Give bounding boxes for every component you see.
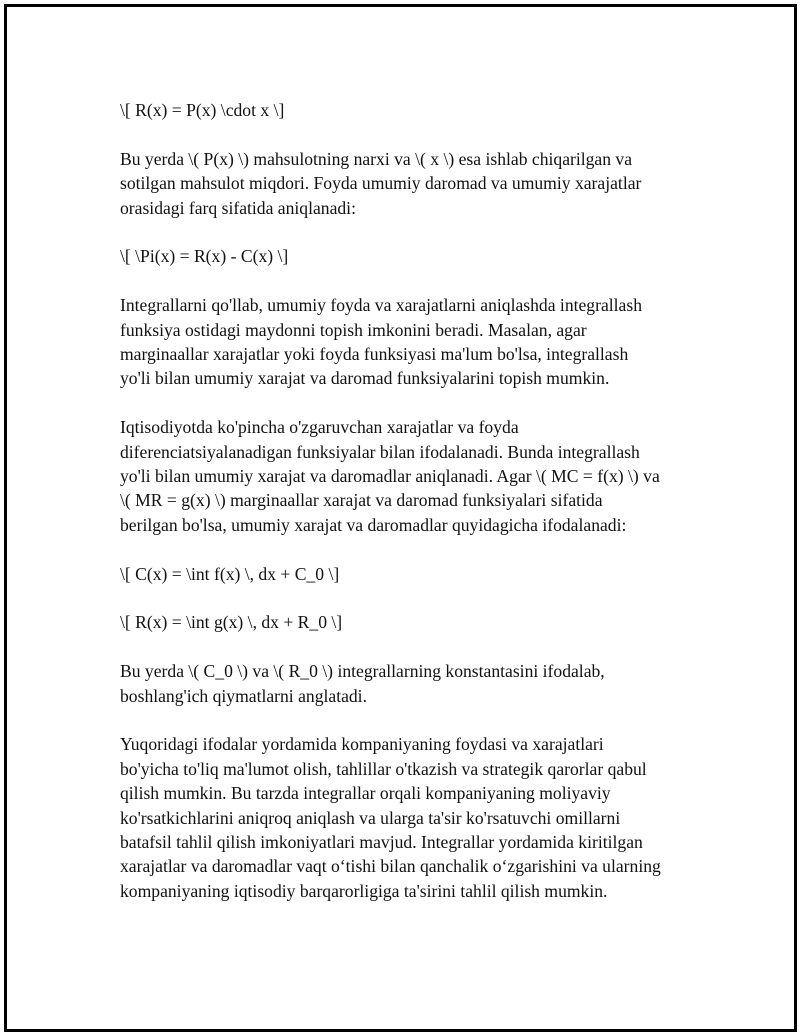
text-line: \[ \Pi(x) = R(x) - C(x) \] [120,246,289,267]
text-line: bo'yicha to'liq ma'lumot olish, tahlillar o'tkazish va strategik qarorlar qabul [120,758,647,779]
formula-total-cost [120,562,710,586]
text-line: yo'li bilan umumiy xarajat va daromad funksiyalarini topish mumkin. [120,368,610,389]
text-line: Bu yerda \( P(x) \) mahsulotning narxi va \( x \) esa ishlab chiqarilgan va [120,148,633,169]
formula-profit [120,244,710,268]
paragraph-conclusion [120,732,710,903]
text-line: sotilgan mahsulot miqdori. Foyda umumiy daromad va umumiy xarajatlar [120,173,642,194]
text-line: qilish mumkin. Bu tarzda integrallar orqali kompaniyaning moliyaviy [120,783,611,804]
text-line: yo'li bilan umumiy xarajat va daromadlar aniqlanadi. Agar \( MC = f(x) \) va [120,466,660,487]
paragraph-marginal-functions [120,415,710,537]
text-line: \( MR = g(x) \) marginaallar xarajat va daromad funksiyalari sifatida [120,490,603,511]
text-line: funksiya ostidagi maydonni topish imkonini beradi. Masalan, agar [120,319,587,340]
text-line: \[ R(x) = \int g(x) \, dx + R_0 \] [120,612,343,633]
text-line: orasidagi farq sifatida aniqlanadi: [120,197,356,218]
text-line: Bu yerda \( C_0 \) va \( R_0 \) integrallarning konstantasini ifodalab, [120,661,605,682]
document-page [4,4,797,1032]
paragraph-profit-definition [120,147,710,220]
text-line: kompaniyaning iqtisodiy barqarorligiga ta'sirini tahlil qilish mumkin. [120,880,608,901]
text-line: diferenciatsiyalanadigan funksiyalar bilan ifodalanadi. Bunda integrallash [120,441,640,462]
text-line: batafsil tahlil qilish imkoniyatlari mavjud. Integrallar yordamida kiritilgan [120,832,643,853]
text-line: boshlang'ich qiymatlarni anglatadi. [120,685,367,706]
formula-revenue [120,98,710,122]
text-line: Iqtisodiyotda ko'pincha o'zgaruvchan xarajatlar va foyda [120,417,519,438]
formula-total-revenue [120,610,710,634]
text-line: xarajatlar va daromadlar vaqt o‘tishi bilan qanchalik o‘zgarishini va ularning [120,856,661,877]
text-line: \[ C(x) = \int f(x) \, dx + C_0 \] [120,563,340,584]
document-body [120,98,710,928]
text-line: Integrallarni qo'llab, umumiy foyda va xarajatlarni aniqlashda integrallash [120,295,643,316]
paragraph-constants [120,659,710,708]
text-line: Yuqoridagi ifodalar yordamida kompaniyaning foydasi va xarajatlari [120,734,604,755]
paragraph-integration-use [120,293,710,391]
text-line: berilgan bo'lsa, umumiy xarajat va daromadlar quyidagicha ifodalanadi: [120,514,627,535]
text-line: \[ R(x) = P(x) \cdot x \] [120,100,285,120]
text-line: ko'rsatkichlarini aniqroq aniqlash va ularga ta'sir ko'rsatuvchi omillarni [120,807,621,828]
text-line: marginaallar xarajatlar yoki foyda funksiyasi ma'lum bo'lsa, integrallash [120,344,629,365]
